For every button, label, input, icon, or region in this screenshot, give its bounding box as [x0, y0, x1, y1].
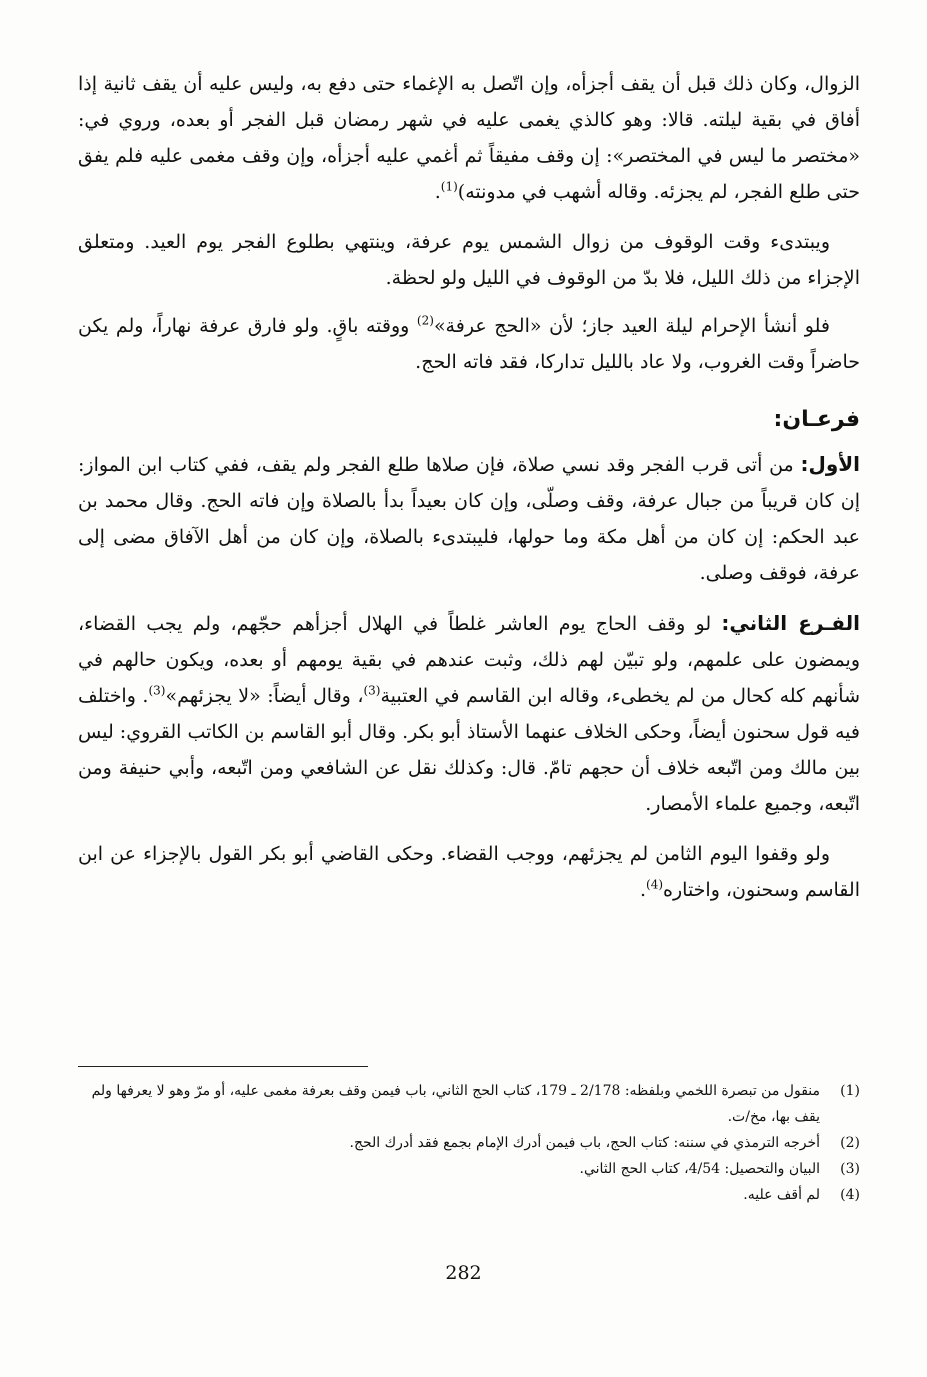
paragraph-5-text-a: لو وقف الحاج يوم العاشر غلطاً في الهلال أجزأهم حجّهم، ولم يجب القضاء، ويمضون على علمهم، ولو تبيّن لهم ذلك، وثبت عندهم في بقية يومهم أو بعده، ويكون حالهم في شأنهم كله كحال من لم يخطىء، وقاله ابن القاسم في العتبية: [78, 613, 860, 707]
footnote-2: [78, 1130, 860, 1156]
paragraph-5: [78, 605, 860, 822]
paragraph-1-text: الزوال، وكان ذلك قبل أن يقف أجزأه، وإن اتّصل به الإغماء حتى دفع به، وليس عليه أن يقف ثانية إذا أفاق في بقية ليلته. قالا: وهو كالذي يغمى عليه في شهر رمضان قبل الفجر أو بعده، وروي في: «مختصر ما ليس في المختصر»: إن وقف مفيقاً ثم أغمي عليه أجزأه، وإن وقف مغمى عليه فلم يفق حتى طلع الفجر، لم يجزئه. وقاله أشهب في مدونته): [78, 73, 860, 203]
footnote-ref-3b[interactable]: (3): [148, 683, 166, 698]
footnote-ref-3a[interactable]: (3): [363, 683, 381, 698]
page-number: 282: [445, 1262, 482, 1284]
paragraph-4-text: من أتى قرب الفجر وقد نسي صلاة، فإن صلاها طلع الفجر ولم يقف، ففي كتاب ابن المواز: إن كان قريباً من جبال عرفة، وقف وصلّى، وإن كان بعيداً بدأ بالصلاة وإن فاته الحج. وقال محمد بن عبد الحكم: إن كان من أهل مكة وما حولها، فليبتدىء بالصلاة، وإن كان من أهل الآفاق مضى إلى عرفة، فوقف وصلى.: [78, 454, 860, 584]
paragraph-4-lead: الأول:: [800, 452, 860, 476]
paragraph-6: [78, 836, 860, 908]
paragraph-5-lead: الفـرع الثاني:: [721, 611, 860, 635]
paragraph-4: [78, 446, 860, 591]
paragraph-3-text-b: ووقته باقٍ. ولو فارق عرفة نهاراً، ولم يكن حاضراً وقت الغروب، ولا عاد بالليل تداركا، فقد فاته الحج.: [78, 315, 860, 373]
section-title: فرعـان:: [773, 407, 860, 432]
footnote-text: منقول من تبصرة اللخمي وبلفظه: 2/178 ـ 179، كتاب الحج الثاني، باب فيمن وقف بعرفة مغمى عليه، أو مرّ وهو لا يعرفها ولم يقف بها، مخ/ت.: [91, 1083, 820, 1125]
paragraph-3: [78, 308, 860, 380]
footnote-text: أخرجه الترمذي في سننه: كتاب الحج، باب فيمن أدرك الإمام بجمع فقد أدرك الحج.: [349, 1135, 820, 1151]
paragraph-3-text-a: فلو أنشأ الإحرام ليلة العيد جاز؛ لأن «الحج عرفة»: [433, 315, 830, 337]
paragraph-6-end: .: [639, 879, 647, 901]
paragraph-2: ويبتدىء وقت الوقوف من زوال الشمس يوم عرفة، وينتهي بطلوع الفجر يوم العيد. ومتعلق الإجزاء من ذلك الليل، فلا بدّ من الوقوف في الليل ولو لحظة.: [78, 231, 860, 289]
paragraph-6-text-a: ولو وقفوا اليوم الثامن لم يجزئهم، ووجب القضاء. وحكى القاضي أبو بكر القول بالإجزاء عن ابن القاسم وسحنون، واختاره: [78, 843, 860, 901]
footnote-4: [78, 1182, 860, 1208]
footnote-ref-2[interactable]: (2): [416, 313, 434, 328]
footnote-3: [78, 1156, 860, 1182]
footnote-number: (3): [840, 1161, 860, 1177]
footnote-1: [78, 1078, 860, 1130]
footnote-ref-4[interactable]: (4): [646, 877, 664, 892]
footnote-ref-1[interactable]: (1): [440, 179, 458, 194]
paragraph-1-end: .: [434, 181, 441, 203]
footnote-divider: [78, 1066, 368, 1067]
footnotes: [78, 1078, 860, 1208]
paragraph-1: [78, 66, 860, 210]
footnote-text: البيان والتحصيل: 4/54، كتاب الحج الثاني.: [579, 1161, 820, 1177]
footnote-text: لم أقف عليه.: [743, 1187, 820, 1203]
page-body: [78, 66, 860, 908]
footnote-number: (2): [840, 1135, 860, 1151]
paragraph-5-text-c: . واختلف فيه قول سحنون أيضاً، وحكى الخلاف عنهما الأستاذ أبو بكر. وقال أبو القاسم بن الكاتب القروي: ليس بين مالك ومن اتّبعه خلاف أن حجهم تامّ. قال: وكذلك نقل عن الشافعي ومن اتّبعه، وأبي حنيفة ومن اتّبعه، وجميع علماء الأمصار.: [78, 685, 860, 815]
footnote-number: (1): [840, 1083, 860, 1099]
footnote-number: (4): [840, 1187, 860, 1203]
paragraph-5-text-b: ، وقال أيضاً: «لا يجزئهم»: [165, 685, 364, 707]
